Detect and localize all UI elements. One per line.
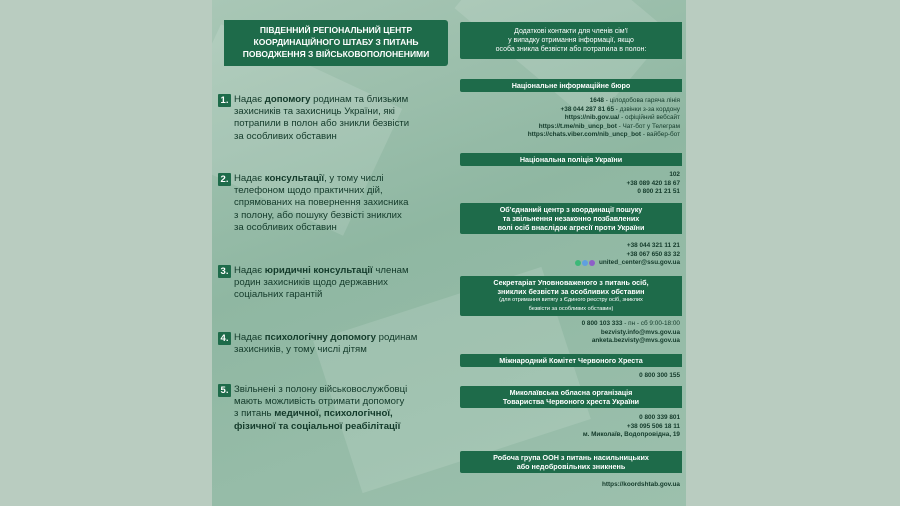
text-segment: за особливих обставин: [234, 221, 337, 233]
service-text-line: [234, 289, 452, 301]
service-text: [234, 173, 452, 234]
section-title: [460, 276, 682, 316]
service-text-line: [234, 173, 452, 185]
viber-icon: [589, 260, 595, 266]
text-emphasis: медичної, психологічної,: [274, 408, 393, 420]
main-title-line: ПОВОДЖЕННЯ З ВІЙСЬКОВОПОЛОНЕНИМИ: [242, 49, 430, 59]
contact-line: [464, 171, 680, 180]
contact-value[interactable]: 0 800 300 155: [639, 372, 680, 379]
section-title-line: волі осіб внаслідок агресії проти України: [497, 223, 645, 232]
contact-value[interactable]: united_center@ssu.gov.ua: [598, 259, 680, 267]
service-text-line: [234, 277, 452, 289]
section-title: [460, 203, 682, 234]
contact-value[interactable]: anketa.bezvisty@mvs.gov.ua: [591, 337, 680, 345]
service-text-line: [234, 384, 452, 396]
contact-value[interactable]: 0 800 339 801: [639, 414, 680, 421]
contact-description: - цілодобова гаряча лінія: [603, 97, 680, 104]
service-number: 2.: [218, 173, 231, 186]
service-text-line: [234, 332, 452, 344]
text-segment: членам: [372, 265, 409, 276]
contact-description: - офіційний вебсайт: [619, 114, 680, 122]
contact-value[interactable]: https://chats.viber.com/nib_uncp_bot: [527, 131, 642, 139]
main-title-line: КООРДИНАЦІЙНОГО ШТАБУ З ПИТАНЬ: [253, 37, 419, 47]
section-title-line: та звільнення незаконно позбавлених: [502, 214, 640, 223]
text-segment: за особливих обставин: [234, 130, 337, 142]
text-segment: родинам та близьким: [310, 94, 409, 105]
contact-line: [464, 188, 680, 197]
text-segment: Надає: [234, 332, 265, 343]
contact-line: [464, 251, 680, 260]
contact-value[interactable]: +38 044 287 81 65: [560, 105, 615, 113]
contacts-header-line: у випадку отримання інформації, якщо: [508, 37, 634, 44]
contact-line: [464, 431, 680, 440]
section-note-line: (для отримання витягу з Єдиного реєстру осіб, зниклих: [499, 297, 643, 303]
text-emphasis: фізичної та соціальної реабілітації: [234, 420, 401, 432]
section-contacts: [464, 171, 680, 197]
contacts-header-line: особа зникла безвісти або потрапила в полон:: [495, 46, 647, 53]
contact-line: [464, 372, 680, 381]
section-title-line: Національна поліція України: [519, 155, 623, 164]
contact-value[interactable]: +38 095 506 18 11: [626, 422, 680, 430]
contact-line: [464, 242, 680, 251]
contact-value[interactable]: +38 067 650 83 32: [626, 250, 680, 258]
section-title-line: Національне інформаційне бюро: [511, 81, 631, 90]
contact-line: [464, 131, 680, 140]
section-title-line: або недобровільних зникнень: [516, 462, 626, 471]
contact-value[interactable]: bezvisty.info@mvs.gov.ua: [600, 328, 680, 336]
text-segment: спрямованих на повернення захисника: [234, 197, 409, 209]
footer-website-link[interactable]: https://koordshtab.gov.ua: [602, 481, 680, 488]
service-text-line: [234, 185, 452, 197]
telegram-icon: [582, 260, 588, 266]
contact-description: - вайбер-бот: [641, 131, 680, 139]
text-segment: соціальних гарантій: [234, 289, 323, 301]
contact-line: [464, 337, 680, 346]
section-title-line: Об'єднаний центр з координації пошуку: [499, 205, 643, 214]
contacts-header-line: Додаткові контакти для членів сім'ї: [514, 28, 628, 35]
text-emphasis: консультації: [264, 173, 325, 184]
service-text: [234, 384, 452, 433]
text-segment: телефоном щодо практичних дій,: [234, 185, 383, 197]
section-title-line: Робоча група ООН з питань насильницьких: [493, 453, 649, 462]
section-title: [460, 79, 682, 92]
service-text: [234, 94, 452, 143]
section-contacts: [464, 97, 680, 140]
contact-value[interactable]: https://t.me/nib_uncp_bot: [538, 122, 617, 130]
contact-line: [464, 259, 680, 268]
section-title-line: Товариства Червоного хреста України: [502, 397, 640, 406]
service-number: 4.: [218, 332, 231, 345]
section-title-line: Миколаївська обласна організація: [509, 388, 633, 397]
text-segment: Звільнені з полону військовослужбовці: [234, 384, 408, 395]
service-text-line: [234, 344, 452, 356]
text-segment: захисників, у тому числі дітям: [234, 344, 367, 356]
contacts-header: [460, 22, 682, 59]
section-title: [460, 354, 682, 367]
service-text-line: [234, 106, 452, 118]
service-text-line: [234, 210, 452, 222]
contact-line: [464, 114, 680, 123]
service-text-line: [234, 94, 452, 106]
contact-value[interactable]: 102: [669, 171, 680, 178]
text-segment: з питань: [234, 408, 275, 420]
main-title: [224, 20, 448, 66]
contact-line: [464, 180, 680, 189]
service-text-line: [234, 197, 452, 209]
section-title: [460, 386, 682, 408]
text-emphasis: допомогу: [264, 94, 311, 105]
text-segment: потрапили в полон або зникли безвісти: [234, 118, 410, 130]
section-title: [460, 451, 682, 473]
contact-value[interactable]: +38 089 420 18 67: [626, 179, 680, 187]
contact-line: [464, 329, 680, 338]
text-segment: , у тому числі: [324, 173, 384, 184]
contact-line: [464, 97, 680, 106]
text-segment: захисників та захисниць України, які: [234, 106, 395, 118]
text-segment: родинам: [376, 332, 418, 343]
service-text-line: [234, 421, 452, 433]
service-text: [234, 332, 452, 356]
service-number: 5.: [218, 384, 231, 397]
section-contacts: [464, 372, 680, 381]
section-contacts: [464, 320, 680, 346]
section-title-line: Міжнародний Комітет Червоного Хреста: [499, 356, 643, 365]
service-text-line: [234, 118, 452, 130]
service-text-line: [234, 265, 452, 277]
section-note-line: безвісти за особливих обставин): [528, 306, 614, 312]
text-emphasis: психологічну допомогу: [264, 332, 377, 343]
contact-value[interactable]: https://nib.gov.ua/: [564, 114, 620, 122]
contact-line: [464, 320, 680, 329]
text-segment: родин захисників щодо державних: [234, 277, 388, 289]
service-text-line: [234, 131, 452, 143]
contact-line: [464, 106, 680, 115]
messenger-icons: [575, 259, 596, 268]
text-segment: Надає: [234, 94, 265, 105]
poster: [212, 0, 686, 506]
text-segment: з полону, або пошуку безвісті зниклих: [234, 209, 402, 221]
contact-value[interactable]: +38 044 321 11 21: [626, 242, 680, 249]
service-text-line: [234, 408, 452, 420]
whatsapp-icon: [575, 260, 581, 266]
text-emphasis: юридичні консультації: [264, 265, 373, 276]
text-segment: мають можливість отримати допомогу: [234, 396, 405, 408]
section-title: [460, 153, 682, 166]
service-number: 3.: [218, 265, 231, 278]
contact-value: м. Миколаїв, Водопровідна, 19: [582, 431, 680, 439]
text-segment: Надає: [234, 173, 265, 184]
section-title-line: Секретаріат Уповноваженого з питань осіб,: [493, 278, 649, 287]
service-text: [234, 265, 452, 302]
service-number: 1.: [218, 94, 231, 107]
contact-value[interactable]: 1648: [589, 97, 604, 104]
contact-line: [464, 423, 680, 432]
text-segment: Надає: [234, 265, 265, 276]
contact-line: [464, 414, 680, 423]
contacts-column: [460, 0, 682, 506]
contact-description: - Чат-бот у Телеграм: [616, 122, 680, 130]
service-text-line: [234, 222, 452, 234]
section-contacts: [464, 414, 680, 440]
service-text-line: [234, 396, 452, 408]
main-title-line: ПІВДЕННИЙ РЕГІОНАЛЬНИЙ ЦЕНТР: [259, 25, 413, 35]
contact-value[interactable]: 0 800 103 333: [581, 320, 623, 327]
contact-value[interactable]: 0 800 21 21 51: [637, 188, 680, 196]
section-title-line: зниклих безвісти за особливих обставин: [497, 287, 645, 296]
contact-description: - дзвінки з-за кордону: [614, 105, 680, 113]
section-contacts: [464, 242, 680, 268]
contact-description: - пн - сб 9:00-18:00: [622, 320, 680, 327]
